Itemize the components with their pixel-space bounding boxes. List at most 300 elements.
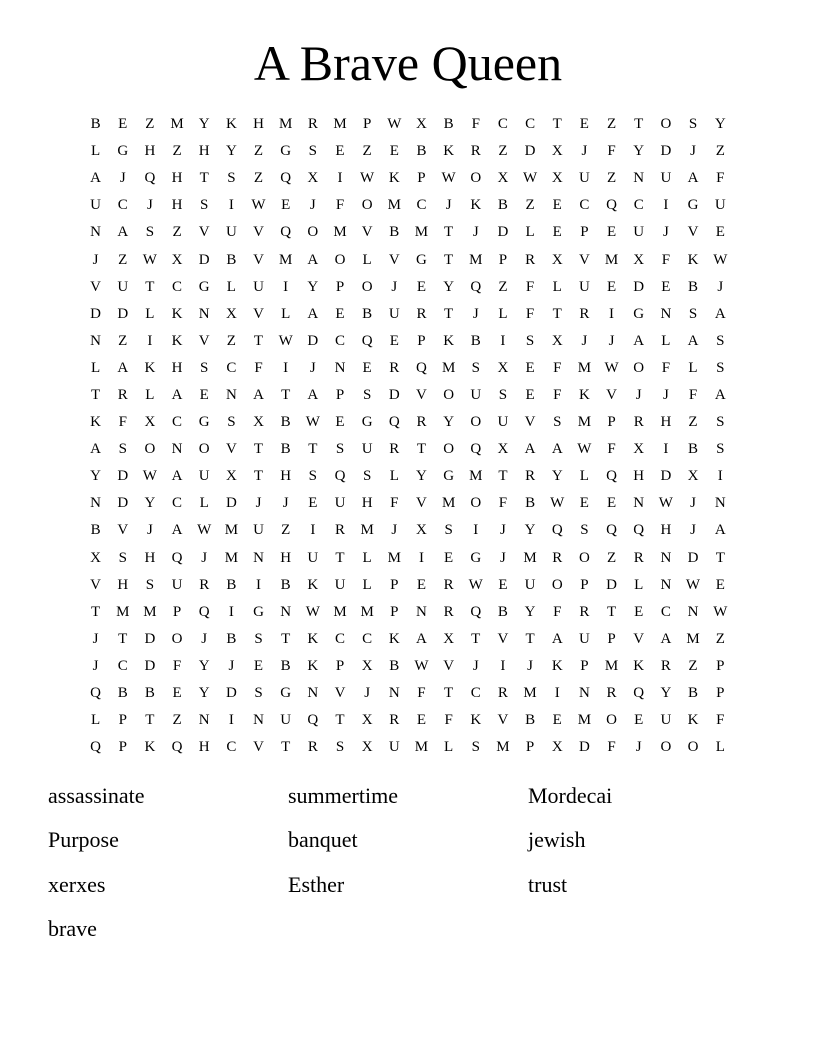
grid-cell: Y <box>416 468 427 485</box>
grid-cell: T <box>335 549 345 566</box>
grid-cell: N <box>225 386 237 403</box>
grid-row <box>82 192 734 219</box>
grid-cell: O <box>307 224 319 241</box>
grid-cell: S <box>335 441 345 458</box>
grid-cell: V <box>334 685 346 702</box>
grid-cell: L <box>145 386 155 403</box>
grid-cell: R <box>443 603 454 620</box>
grid-cell: T <box>145 712 155 729</box>
grid-cell: M <box>360 603 374 620</box>
grid-cell: E <box>715 224 725 241</box>
grid-cell: U <box>633 224 645 241</box>
grid-cell: S <box>525 332 535 349</box>
grid-cell: E <box>525 386 535 403</box>
grid-cell: S <box>716 359 725 376</box>
word-list-item: xerxes <box>48 871 106 897</box>
grid-cell: S <box>553 414 562 431</box>
grid-cell: S <box>471 739 480 756</box>
grid-cell: X <box>307 170 319 187</box>
grid-cell: B <box>525 712 536 729</box>
grid-cell: J <box>662 386 669 403</box>
grid-cell: W <box>522 170 538 187</box>
grid-cell: T <box>335 712 345 729</box>
grid-cell: W <box>197 522 212 539</box>
grid-cell: E <box>308 495 318 512</box>
grid-cell: Z <box>715 143 725 160</box>
grid-cell: V <box>388 251 400 268</box>
grid-cell: J <box>255 495 262 512</box>
grid-cell: F <box>525 305 535 322</box>
grid-cell: C <box>334 630 345 647</box>
grid-cell: J <box>581 332 588 349</box>
grid-cell: E <box>552 224 562 241</box>
grid-cell: B <box>443 116 454 133</box>
grid-cell: J <box>717 278 724 295</box>
grid-cell: E <box>199 386 209 403</box>
grid-cell: V <box>578 251 590 268</box>
grid-cell: S <box>362 468 372 485</box>
grid-cell: T <box>444 685 454 702</box>
grid-row <box>82 653 734 680</box>
grid-cell: Q <box>307 712 319 729</box>
grid-cell: M <box>469 468 483 485</box>
grid-row <box>82 246 734 273</box>
grid-cell: U <box>578 278 590 295</box>
grid-cell: O <box>361 197 373 214</box>
grid-cell: P <box>335 278 345 295</box>
grid-cell: J <box>690 495 696 512</box>
grid-cell: E <box>525 359 535 376</box>
grid-cell: J <box>500 549 506 566</box>
grid-cell: B <box>525 495 536 512</box>
grid-cell: X <box>633 441 645 458</box>
grid-cell: G <box>416 251 427 268</box>
grid-cell: Q <box>470 278 482 295</box>
grid-cell: Z <box>281 522 291 539</box>
grid-row <box>82 572 734 599</box>
grid-cell: W <box>305 414 320 431</box>
grid-cell: C <box>660 603 671 620</box>
grid-cell: E <box>606 495 617 512</box>
grid-cell: R <box>389 441 400 458</box>
grid-cell: X <box>361 739 373 756</box>
grid-cell: E <box>579 495 589 512</box>
grid-cell: P <box>716 685 725 702</box>
grid-cell: H <box>144 143 156 160</box>
grid-cell: D <box>90 305 101 322</box>
grid-cell: S <box>471 359 480 376</box>
grid-cell: F <box>118 414 127 431</box>
grid-cell: S <box>200 359 209 376</box>
grid-cell: W <box>441 170 456 187</box>
grid-cell: U <box>497 414 509 431</box>
grid-cell: X <box>416 522 427 539</box>
grid-cell: J <box>201 549 208 566</box>
grid-cell: R <box>579 305 590 322</box>
grid-cell: U <box>280 712 292 729</box>
grid-cell: V <box>90 278 101 295</box>
grid-cell: J <box>391 522 398 539</box>
grid-cell: X <box>551 739 563 756</box>
grid-cell: Z <box>498 143 508 160</box>
grid-cell: F <box>390 495 399 512</box>
grid-cell: M <box>333 224 347 241</box>
grid-row <box>82 626 734 653</box>
grid-cell: U <box>90 197 101 214</box>
grid-cell: Q <box>470 603 482 620</box>
grid-cell: P <box>335 657 345 674</box>
grid-cell: V <box>253 305 264 322</box>
grid-cell: A <box>253 386 264 403</box>
grid-row <box>82 734 734 761</box>
grid-cell: D <box>660 143 672 160</box>
grid-cell: V <box>253 224 264 241</box>
grid-cell: N <box>687 603 699 620</box>
grid-cell: B <box>416 143 427 160</box>
grid-cell: X <box>225 468 237 485</box>
grid-cell: L <box>90 359 101 376</box>
grid-cell: U <box>198 468 210 485</box>
grid-cell: T <box>90 603 101 620</box>
grid-cell: T <box>471 630 481 647</box>
grid-cell: O <box>198 441 210 458</box>
grid-cell: V <box>497 630 509 647</box>
grid-row <box>82 301 734 328</box>
grid-cell: Z <box>688 657 698 674</box>
grid-cell: S <box>688 305 698 322</box>
grid-cell: L <box>715 739 725 756</box>
grid-cell: E <box>362 359 372 376</box>
grid-cell: E <box>498 576 508 593</box>
grid-cell: X <box>551 251 563 268</box>
grid-cell: B <box>226 576 237 593</box>
grid-cell: A <box>117 224 129 241</box>
grid-cell: J <box>472 224 479 241</box>
grid-cell: G <box>633 305 645 322</box>
grid-cell: P <box>498 251 508 268</box>
grid-cell: E <box>335 414 345 431</box>
grid-cell: G <box>117 143 129 160</box>
grid-cell: N <box>307 685 319 702</box>
grid-cell: F <box>335 197 345 214</box>
grid-cell: E <box>281 197 291 214</box>
grid-cell: A <box>307 386 319 403</box>
grid-cell: O <box>443 441 455 458</box>
grid-cell: T <box>308 441 318 458</box>
grid-cell: J <box>472 305 479 322</box>
grid-cell: T <box>281 739 291 756</box>
grid-cell: E <box>661 278 671 295</box>
grid-cell: U <box>470 386 482 403</box>
grid-cell: F <box>172 657 182 674</box>
grid-cell: H <box>171 197 183 214</box>
grid-cell: T <box>444 224 454 241</box>
grid-cell: J <box>119 170 126 187</box>
grid-cell: H <box>198 739 210 756</box>
grid-cell: Q <box>606 468 617 485</box>
grid-cell: J <box>309 197 316 214</box>
grid-cell: F <box>716 712 725 729</box>
grid-cell: M <box>224 522 239 539</box>
grid-cell: J <box>527 657 533 674</box>
grid-cell: L <box>362 251 372 268</box>
grid-cell: W <box>604 359 619 376</box>
grid-cell: Q <box>280 224 292 241</box>
grid-cell: L <box>199 495 209 512</box>
grid-cell: P <box>390 576 399 593</box>
grid-cell: Z <box>606 116 617 133</box>
grid-cell: M <box>577 414 592 431</box>
grid-cell: I <box>663 197 669 214</box>
grid-cell: T <box>145 278 155 295</box>
grid-cell: Z <box>172 712 182 729</box>
grid-cell: I <box>337 170 343 187</box>
grid-cell: L <box>145 305 155 322</box>
grid-cell: O <box>470 170 482 187</box>
grid-cell: T <box>634 116 644 133</box>
grid-cell: M <box>441 495 456 512</box>
grid-cell: U <box>334 495 346 512</box>
grid-row <box>82 599 734 626</box>
grid-cell: D <box>633 278 645 295</box>
grid-cell: C <box>172 495 183 512</box>
grid-cell: N <box>198 712 210 729</box>
grid-cell: P <box>580 657 589 674</box>
grid-cell: D <box>144 630 156 647</box>
grid-cell: R <box>633 414 644 431</box>
grid-cell: C <box>226 739 237 756</box>
grid-cell: I <box>500 332 506 349</box>
grid-cell: O <box>361 278 373 295</box>
grid-cell: J <box>309 359 316 376</box>
grid-row <box>82 680 734 707</box>
grid-cell: U <box>253 278 264 295</box>
grid-cell: H <box>280 468 292 485</box>
grid-cell: A <box>551 441 563 458</box>
grid-cell: B <box>117 685 128 702</box>
grid-row <box>82 463 734 490</box>
grid-cell: N <box>660 576 672 593</box>
grid-cell: R <box>117 386 128 403</box>
grid-cell: B <box>280 576 291 593</box>
grid-cell: M <box>387 197 401 214</box>
grid-cell: M <box>387 549 401 566</box>
grid-cell: K <box>171 332 183 349</box>
grid-cell: K <box>470 712 482 729</box>
grid-cell: N <box>334 359 346 376</box>
grid-cell: Q <box>334 468 346 485</box>
grid-cell: K <box>551 657 563 674</box>
grid-cell: X <box>90 549 101 566</box>
grid-cell: D <box>198 251 210 268</box>
grid-cell: M <box>360 522 374 539</box>
grid-cell: P <box>580 576 589 593</box>
grid-cell: V <box>90 576 101 593</box>
grid-cell: M <box>279 251 293 268</box>
grid-cell: V <box>687 224 699 241</box>
grid-cell: R <box>606 685 617 702</box>
grid-cell: E <box>416 278 427 295</box>
grid-cell: C <box>172 278 183 295</box>
grid-cell: E <box>118 116 128 133</box>
grid-cell: U <box>660 170 672 187</box>
grid-cell: K <box>307 657 319 674</box>
grid-cell: X <box>551 143 563 160</box>
grid-cell: X <box>416 116 427 133</box>
grid-cell: G <box>280 685 292 702</box>
grid-cell: X <box>361 657 373 674</box>
grid-cell: B <box>280 657 291 674</box>
grid-cell: A <box>171 386 183 403</box>
grid-cell: J <box>662 224 669 241</box>
grid-cell: W <box>658 495 673 512</box>
grid-cell: N <box>90 332 101 349</box>
grid-cell: Q <box>633 522 645 539</box>
grid-cell: J <box>201 630 208 647</box>
grid-cell: I <box>418 549 424 566</box>
grid-cell: X <box>144 414 156 431</box>
grid-cell: F <box>553 386 562 403</box>
grid-cell: M <box>523 549 537 566</box>
grid-cell: E <box>606 224 617 241</box>
grid-cell: L <box>226 278 236 295</box>
grid-cell: J <box>391 278 398 295</box>
grid-cell: C <box>172 414 183 431</box>
grid-cell: I <box>283 359 289 376</box>
grid-cell: F <box>525 278 535 295</box>
grid-cell: D <box>578 739 590 756</box>
grid-cell: N <box>253 712 264 729</box>
grid-cell: W <box>305 603 320 620</box>
grid-cell: M <box>496 739 510 756</box>
grid-cell: U <box>578 170 590 187</box>
grid-cell: I <box>310 522 316 539</box>
grid-cell: W <box>685 576 701 593</box>
grid-row <box>82 490 734 517</box>
grid-cell: I <box>663 441 669 458</box>
grid-cell: N <box>90 224 101 241</box>
grid-cell: B <box>90 522 101 539</box>
grid-cell: X <box>497 170 509 187</box>
grid-cell: Y <box>524 603 536 620</box>
grid-cell: C <box>579 197 590 214</box>
grid-cell: B <box>688 441 699 458</box>
grid-cell: Y <box>443 278 455 295</box>
grid-cell: X <box>171 251 183 268</box>
grid-cell: K <box>443 332 455 349</box>
word-search-grid <box>82 111 734 761</box>
grid-cell: T <box>552 305 562 322</box>
grid-cell: D <box>225 495 237 512</box>
grid-cell: E <box>579 116 589 133</box>
grid-cell: Z <box>606 170 617 187</box>
grid-cell: K <box>225 116 237 133</box>
grid-cell: N <box>578 685 590 702</box>
grid-cell: D <box>524 143 536 160</box>
grid-cell: V <box>117 522 129 539</box>
grid-cell: H <box>171 359 183 376</box>
grid-cell: D <box>144 657 156 674</box>
grid-cell: W <box>142 251 157 268</box>
grid-cell: T <box>253 332 264 349</box>
grid-cell: B <box>389 657 400 674</box>
grid-cell: W <box>142 468 157 485</box>
grid-row <box>82 328 734 355</box>
grid-cell: A <box>633 332 645 349</box>
grid-cell: P <box>716 657 725 674</box>
grid-cell: J <box>146 197 153 214</box>
grid-cell: H <box>117 576 129 593</box>
grid-cell: L <box>498 305 508 322</box>
grid-cell: S <box>498 386 508 403</box>
grid-cell: S <box>444 522 453 539</box>
grid-cell: M <box>604 657 619 674</box>
grid-cell: Y <box>225 143 237 160</box>
grid-cell: J <box>146 522 153 539</box>
grid-cell: J <box>92 251 99 268</box>
grid-cell: N <box>660 549 672 566</box>
grid-cell: R <box>199 576 210 593</box>
grid-cell: A <box>714 522 726 539</box>
grid-cell: K <box>578 386 590 403</box>
grid-cell: F <box>254 359 263 376</box>
grid-cell: C <box>525 116 536 133</box>
grid-cell: Y <box>144 495 156 512</box>
grid-cell: E <box>416 712 427 729</box>
grid-cell: T <box>444 251 454 268</box>
grid-cell: E <box>253 657 264 674</box>
grid-cell: S <box>716 441 725 458</box>
grid-cell: W <box>414 657 429 674</box>
grid-cell: Z <box>118 332 128 349</box>
grid-cell: E <box>552 712 562 729</box>
grid-cell: O <box>551 576 563 593</box>
grid-cell: Q <box>606 197 617 214</box>
grid-cell: L <box>389 468 399 485</box>
grid-cell: S <box>118 549 127 566</box>
grid-cell: Q <box>388 414 400 431</box>
grid-cell: P <box>335 386 345 403</box>
grid-cell: N <box>660 305 672 322</box>
grid-cell: R <box>579 603 590 620</box>
grid-row <box>82 355 734 382</box>
grid-cell: N <box>253 549 264 566</box>
grid-cell: C <box>470 685 481 702</box>
grid-cell: Y <box>307 278 319 295</box>
grid-cell: M <box>333 116 347 133</box>
grid-cell: P <box>390 603 399 620</box>
grid-cell: K <box>144 359 156 376</box>
grid-cell: E <box>634 712 644 729</box>
word-list-item: jewish <box>528 827 586 853</box>
grid-cell: Z <box>498 278 508 295</box>
grid-cell: P <box>525 739 535 756</box>
grid-cell: C <box>334 332 345 349</box>
grid-cell: F <box>444 712 453 729</box>
grid-cell: R <box>416 414 427 431</box>
grid-cell: V <box>198 224 210 241</box>
grid-cell: V <box>443 657 455 674</box>
grid-cell: V <box>416 495 427 512</box>
grid-cell: X <box>687 468 699 485</box>
grid-cell: D <box>307 332 319 349</box>
grid-cell: B <box>362 305 373 322</box>
word-list-item: brave <box>48 915 97 941</box>
grid-cell: A <box>551 630 563 647</box>
grid-cell: L <box>579 468 589 485</box>
grid-cell: J <box>608 332 615 349</box>
grid-cell: L <box>444 739 454 756</box>
